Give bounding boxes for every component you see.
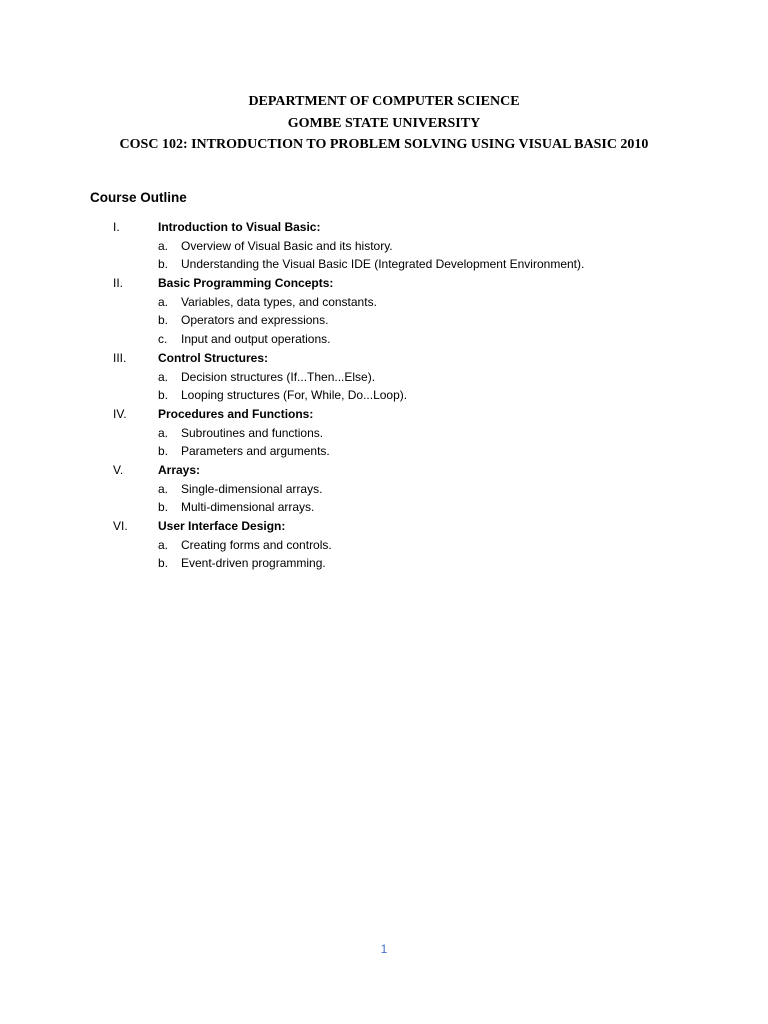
item-text: Understanding the Visual Basic IDE (Integrated Development Environment).	[181, 257, 585, 272]
section-numeral: V.	[113, 462, 124, 477]
outline-section	[0, 461, 768, 480]
outline-item	[0, 442, 768, 461]
item-text: Multi-dimensional arrays.	[181, 500, 315, 515]
outline-section	[0, 274, 768, 293]
section-title: Control Structures:	[158, 350, 269, 365]
item-text: Parameters and arguments.	[181, 444, 330, 459]
outline-item	[0, 498, 768, 517]
section-title: Procedures and Functions:	[158, 406, 314, 421]
item-letter: b.	[158, 444, 169, 459]
outline-section	[0, 218, 768, 237]
outline-item	[0, 255, 768, 274]
item-letter: a.	[158, 238, 169, 253]
item-letter: a.	[158, 481, 169, 496]
outline-item	[0, 536, 768, 555]
outline-item	[0, 386, 768, 405]
item-text: Overview of Visual Basic and its history.	[181, 238, 393, 253]
course-outline-list	[0, 218, 768, 573]
item-letter: a.	[158, 537, 169, 552]
outline-section	[0, 349, 768, 368]
outline-section	[0, 517, 768, 536]
item-text: Single-dimensional arrays.	[181, 481, 323, 496]
outline-item	[0, 368, 768, 387]
section-numeral: I.	[113, 220, 120, 234]
section-numeral: IV.	[113, 406, 127, 421]
section-title: Introduction to Visual Basic:	[158, 220, 321, 234]
item-letter: a.	[158, 369, 169, 384]
section-numeral: III.	[113, 350, 127, 365]
document-header	[0, 91, 768, 156]
outline-item	[0, 237, 768, 256]
section-title: Basic Programming Concepts:	[158, 276, 334, 291]
section-title: Arrays:	[158, 462, 201, 477]
department-title: DEPARTMENT OF COMPUTER SCIENCE	[248, 94, 520, 109]
item-letter: c.	[158, 332, 168, 347]
course-title: COSC 102: INTRODUCTION TO PROBLEM SOLVING USING VISUAL BASIC 2010	[119, 137, 649, 152]
item-text: Creating forms and controls.	[181, 537, 332, 552]
item-letter: a.	[158, 294, 169, 309]
outline-item	[0, 480, 768, 499]
item-text: Input and output operations.	[181, 332, 331, 347]
university-title: GOMBE STATE UNIVERSITY	[287, 115, 481, 131]
item-text: Event-driven programming.	[181, 556, 326, 571]
section-title: User Interface Design:	[158, 519, 286, 533]
section-numeral: VI.	[113, 519, 128, 533]
outline-item	[0, 554, 768, 573]
item-letter: b.	[158, 257, 169, 272]
section-numeral: II.	[113, 276, 124, 291]
item-letter: b.	[158, 556, 169, 571]
outline-item	[0, 330, 768, 349]
item-letter: b.	[158, 500, 169, 515]
outline-item	[0, 293, 768, 312]
page-number: 1	[380, 942, 388, 956]
item-letter: b.	[158, 388, 169, 403]
item-text: Operators and expressions.	[181, 313, 329, 328]
outline-item	[0, 424, 768, 443]
item-letter: a.	[158, 425, 169, 440]
item-letter: b.	[158, 313, 169, 328]
item-text: Variables, data types, and constants.	[181, 294, 377, 309]
outline-section	[0, 405, 768, 424]
outline-item	[0, 311, 768, 330]
course-outline-heading: Course Outline	[90, 190, 187, 205]
item-text: Decision structures (If...Then...Else).	[181, 369, 376, 384]
item-text: Subroutines and functions.	[181, 425, 324, 440]
item-text: Looping structures (For, While, Do...Loop).	[181, 388, 408, 403]
